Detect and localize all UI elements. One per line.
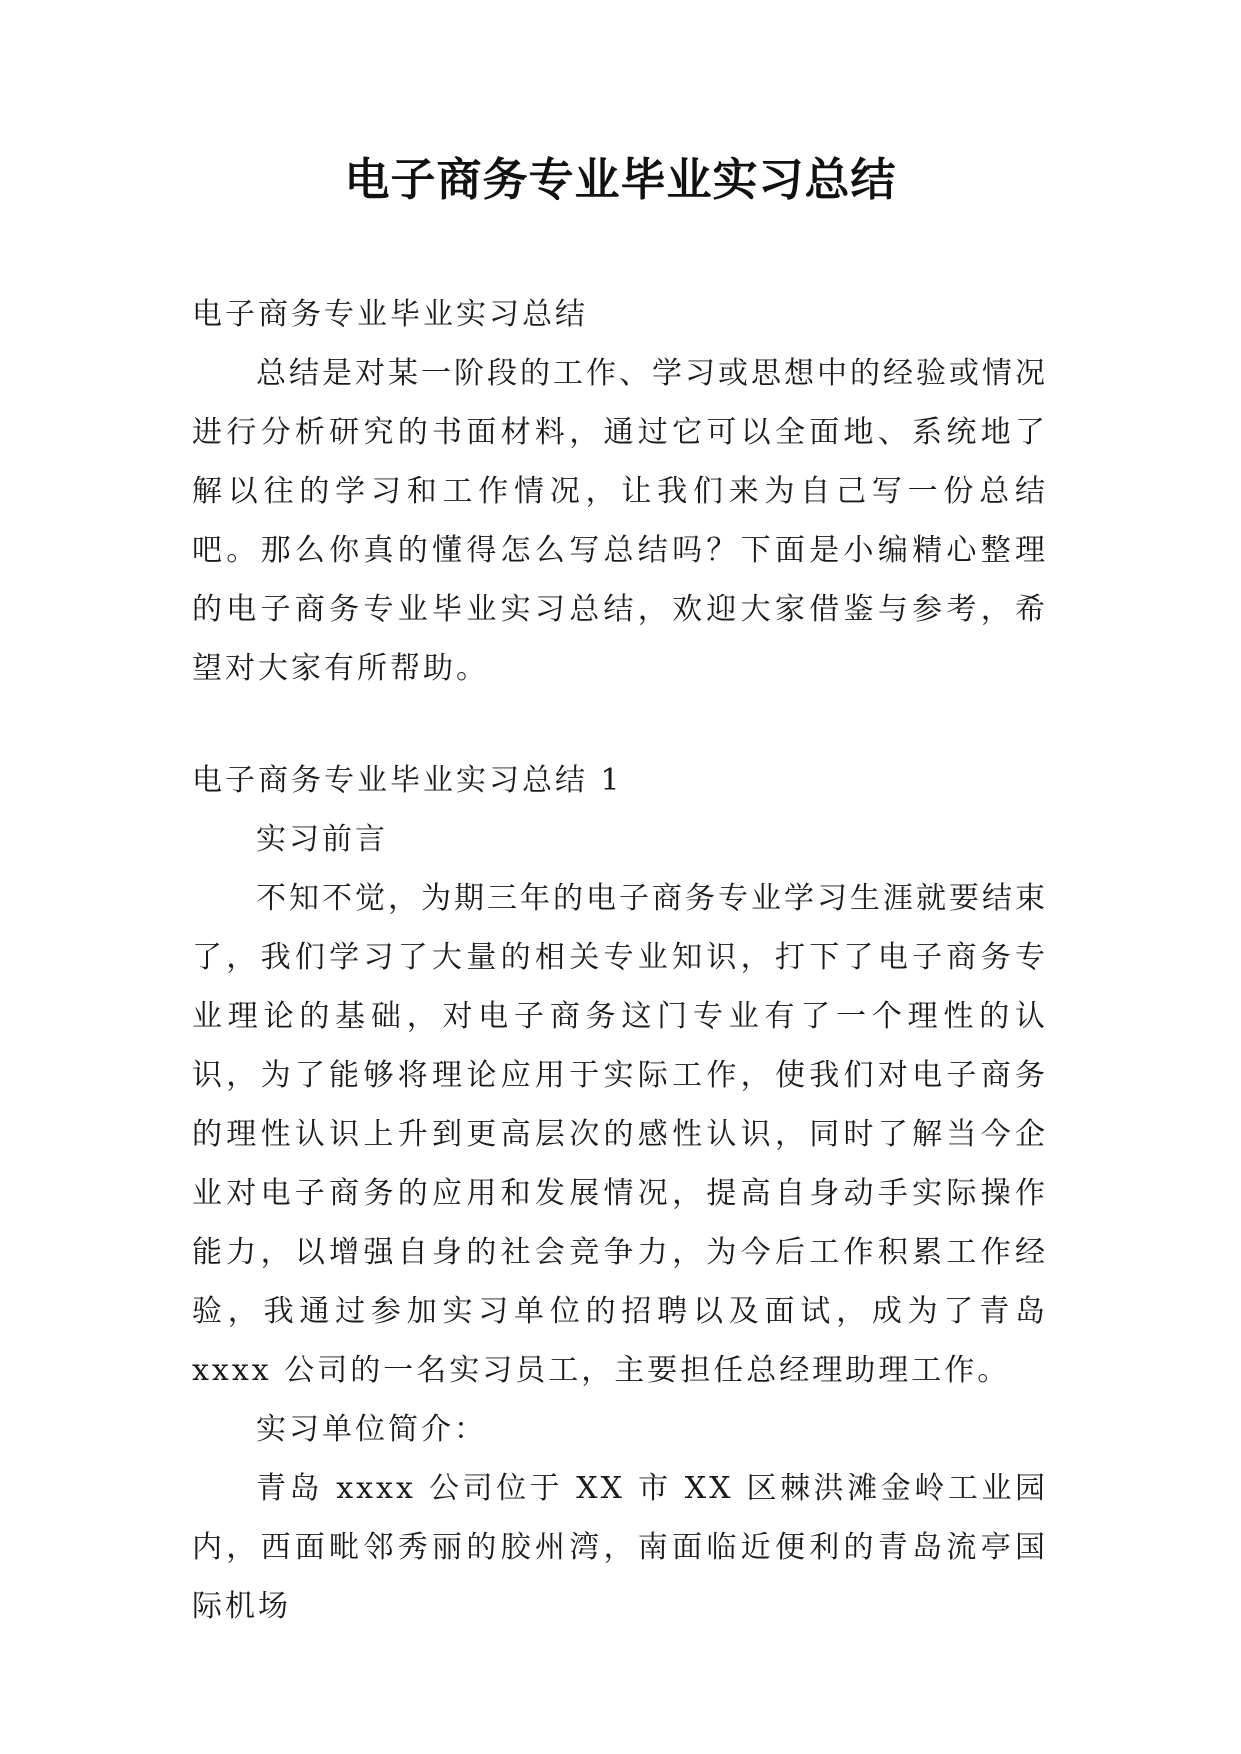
section-1-heading: 电子商务专业毕业实习总结 1	[192, 763, 623, 798]
intro-paragraph: 总结是对某一阶段的工作、学习或思想中的经验或情况进行分析研究的书面材料，通过它可以全面地、系统地了解以往的学习和工作情况，让我们来为自己写一份总结吧。那么你真的懂得怎么写总结吗？下面是小编精心整理的电子商务专业毕业实习总结，欢迎大家借鉴与参考，希望对大家有所帮助。	[192, 356, 1048, 686]
preface-paragraph: 不知不觉，为期三年的电子商务专业学习生涯就要结束了，我们学习了大量的相关专业知识，打下了电子商务专业理论的基础，对电子商务这门专业有了一个理性的认识，为了能够将理论应用于实际工作，使我们对电子商务的理性认识上升到更高层次的感性认识，同时了解当今企业对电子商务的应用和发展情况，提高自身动手实际操作能力，以增强自身的社会竞争力，为今后工作积累工作经验，我通过参加实习单位的招聘以及面试，成为了青岛 xxxx 公司的一名实习员工，主要担任总经理助理工作。	[192, 881, 1048, 1388]
document-title: 电子商务专业毕业实习总结	[344, 153, 897, 206]
preface-heading: 实习前言	[256, 822, 388, 857]
section-1-block	[192, 751, 1048, 1636]
unit-heading: 实习单位简介：	[256, 1412, 487, 1447]
intro-heading: 电子商务专业毕业实习总结	[192, 297, 588, 332]
intro-block	[192, 285, 1048, 698]
unit-paragraph: 青岛 xxxx 公司位于 XX 市 XX 区棘洪滩金岭工业园内，西面毗邻秀丽的胶州湾，南面临近便利的青岛流亭国际机场	[192, 1471, 1048, 1624]
